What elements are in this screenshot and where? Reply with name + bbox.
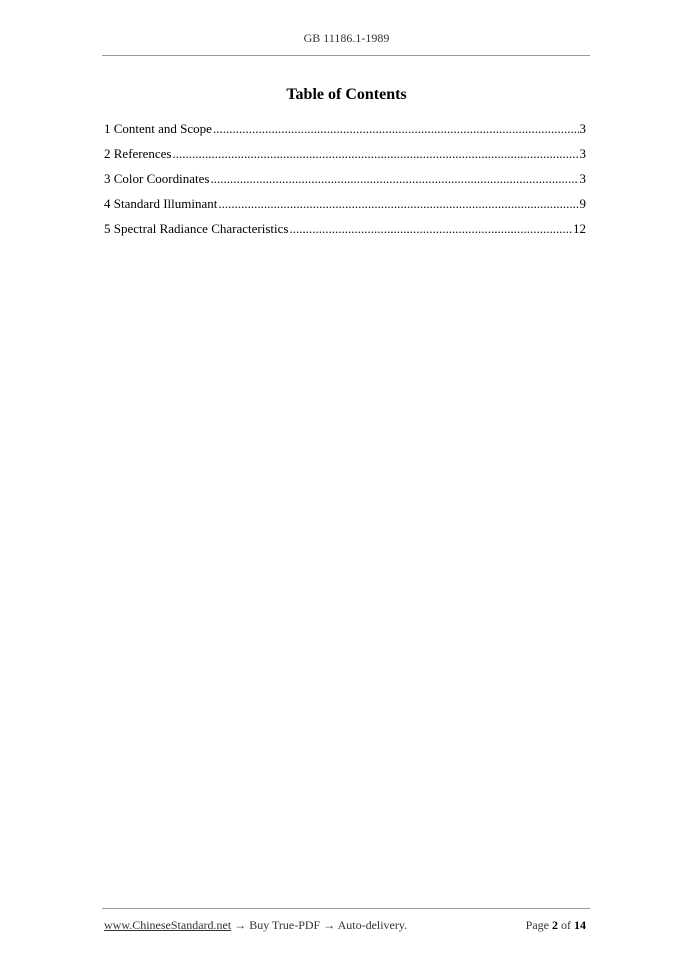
toc-leader-dots <box>289 220 572 238</box>
footer-divider <box>102 908 590 909</box>
toc-entry-page: 3 <box>579 171 586 186</box>
page-word: Page <box>525 918 549 932</box>
toc-entry-content-and-scope[interactable] <box>104 120 586 145</box>
footer-promo-text: → Buy True-PDF → Auto-delivery. <box>231 918 408 932</box>
toc-entry-label: 2 References <box>104 146 172 161</box>
toc-entry-page: 12 <box>573 221 586 236</box>
toc-entry-standard-illuminant[interactable] <box>104 195 586 220</box>
footer-promo <box>104 918 407 933</box>
toc-entry-color-coordinates[interactable] <box>104 170 586 195</box>
current-page-number: 2 <box>552 918 558 932</box>
toc-title: Table of Contents <box>286 86 407 103</box>
toc-leader-dots <box>173 145 579 163</box>
table-of-contents <box>104 120 586 245</box>
of-word: of <box>561 918 571 932</box>
total-pages-number: 14 <box>574 918 586 932</box>
toc-leader-dots <box>213 120 579 138</box>
page-number <box>526 918 586 933</box>
toc-entry-spectral-radiance[interactable] <box>104 220 586 245</box>
running-header: GB 11186.1-1989 <box>303 31 390 45</box>
footer-site-link[interactable]: www.ChineseStandard.net <box>104 918 232 932</box>
toc-leader-dots <box>218 195 578 213</box>
header-divider <box>102 55 590 56</box>
toc-entry-page: 3 <box>579 146 586 161</box>
toc-entry-label: 3 Color Coordinates <box>104 171 210 186</box>
toc-entry-label: 1 Content and Scope <box>104 121 212 136</box>
toc-leader-dots <box>210 170 578 188</box>
toc-entry-label: 4 Standard Illuminant <box>104 196 218 211</box>
toc-entry-label: 5 Spectral Radiance Characteristics <box>104 221 289 236</box>
toc-entry-page: 9 <box>579 196 586 211</box>
toc-entry-page: 3 <box>579 121 586 136</box>
toc-entry-references[interactable] <box>104 145 586 170</box>
